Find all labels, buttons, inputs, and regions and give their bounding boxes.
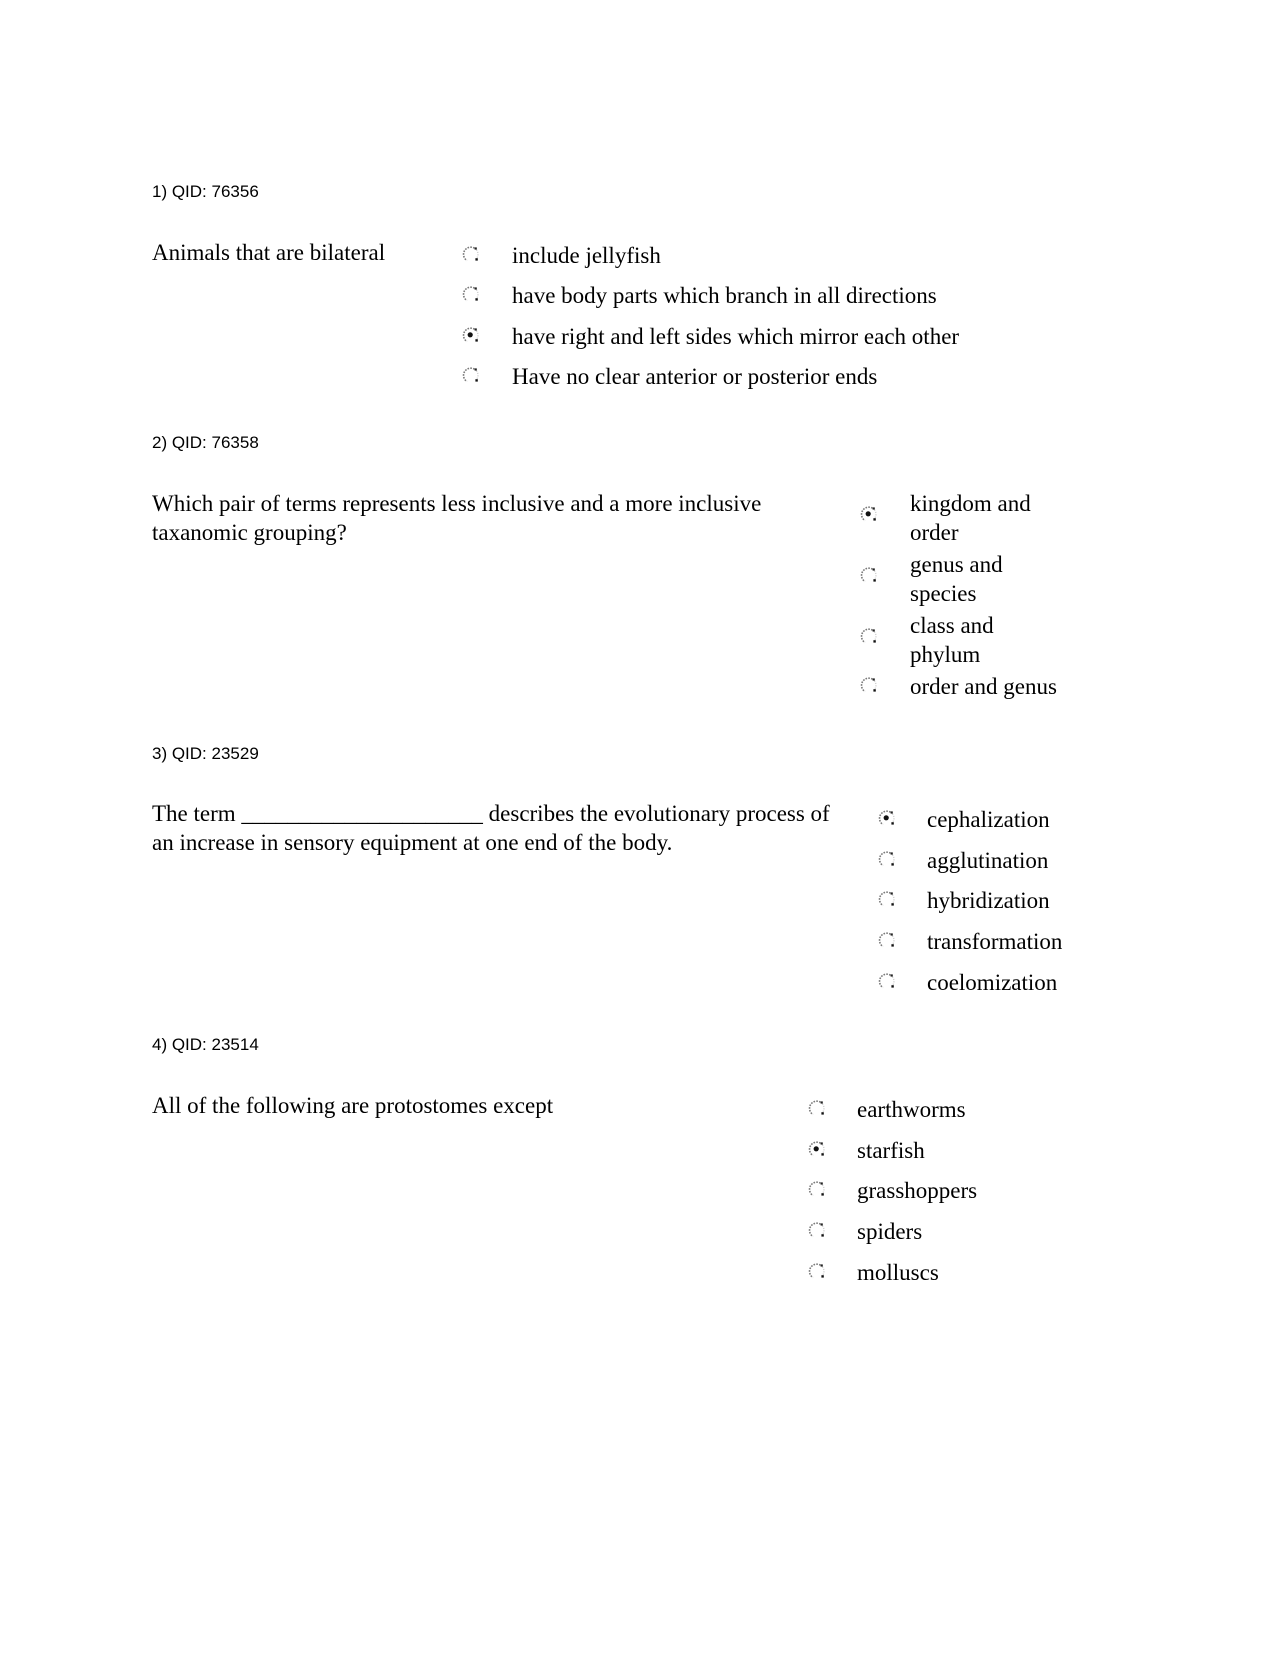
question-3-option-3[interactable] — [878, 886, 1098, 927]
radio-icon[interactable] — [462, 326, 480, 344]
radio-icon[interactable] — [462, 245, 480, 263]
question-2-options — [860, 489, 1080, 704]
radio-icon[interactable] — [878, 931, 896, 949]
option-label: kingdom and order — [910, 491, 1031, 545]
question-3-option-4[interactable] — [878, 927, 1098, 968]
question-3-stem: The term _____________________ describes the evolutionary process of an increase in sensory equipment at one end of the body. — [152, 801, 830, 855]
question-2-option-3[interactable] — [860, 611, 1080, 672]
question-4-option-3[interactable] — [808, 1176, 1028, 1217]
question-2-option-4[interactable] — [860, 672, 1080, 704]
option-label: Have no clear anterior or posterior ends — [512, 364, 878, 389]
radio-icon[interactable] — [878, 972, 896, 990]
option-label: spiders — [857, 1219, 923, 1244]
radio-icon[interactable] — [808, 1140, 826, 1158]
question-2-option-1[interactable] — [860, 489, 1080, 550]
radio-icon[interactable] — [860, 505, 878, 523]
question-4-header: 4) QID: 23514 — [152, 1035, 259, 1054]
option-label: hybridization — [927, 888, 1050, 913]
option-label: order and genus — [910, 674, 1057, 699]
question-1-option-3[interactable] — [462, 322, 1022, 362]
question-4-option-1[interactable] — [808, 1095, 1028, 1136]
option-label: starfish — [857, 1138, 925, 1163]
option-label: cephalization — [927, 807, 1050, 832]
option-label: agglutination — [927, 848, 1049, 873]
option-label: have body parts which branch in all directions — [512, 283, 937, 308]
question-3-option-2[interactable] — [878, 846, 1098, 886]
radio-icon[interactable] — [808, 1221, 826, 1239]
question-4-option-5[interactable] — [808, 1258, 1028, 1298]
question-1-option-1[interactable] — [462, 241, 1022, 281]
question-2-header: 2) QID: 76358 — [152, 433, 259, 452]
radio-icon[interactable] — [808, 1262, 826, 1280]
option-label: transformation — [927, 929, 1063, 954]
question-2-option-2[interactable] — [860, 550, 1080, 611]
radio-icon[interactable] — [878, 890, 896, 908]
question-4-option-4[interactable] — [808, 1217, 1028, 1258]
question-4-stem: All of the following are protostomes except — [152, 1093, 554, 1118]
question-1-options — [462, 241, 1022, 402]
radio-icon[interactable] — [462, 366, 480, 384]
question-3-header: 3) QID: 23529 — [152, 744, 259, 763]
radio-icon[interactable] — [808, 1099, 826, 1117]
question-4-options — [808, 1095, 1028, 1298]
radio-icon[interactable] — [860, 627, 878, 645]
radio-icon[interactable] — [860, 566, 878, 584]
question-3-option-5[interactable] — [878, 968, 1098, 1008]
option-label: genus and species — [910, 552, 1003, 606]
question-1-option-4[interactable] — [462, 362, 1022, 402]
question-1-header: 1) QID: 76356 — [152, 182, 259, 201]
question-3-options — [878, 805, 1098, 1008]
radio-icon[interactable] — [878, 809, 896, 827]
question-1-option-2[interactable] — [462, 281, 1022, 322]
radio-icon[interactable] — [878, 850, 896, 868]
option-label: include jellyfish — [512, 243, 661, 268]
question-2-stem: Which pair of terms represents less inclusive and a more inclusive taxanomic grouping? — [152, 491, 762, 545]
question-4-option-2[interactable] — [808, 1136, 1028, 1176]
option-label: molluscs — [857, 1260, 939, 1285]
option-label: coelomization — [927, 970, 1058, 995]
question-1-stem: Animals that are bilateral — [152, 240, 386, 265]
question-3-option-1[interactable] — [878, 805, 1098, 846]
option-label: have right and left sides which mirror each other — [512, 324, 960, 349]
option-label: class and phylum — [910, 613, 994, 667]
radio-icon[interactable] — [808, 1180, 826, 1198]
radio-icon[interactable] — [860, 676, 878, 694]
option-label: grasshoppers — [857, 1178, 978, 1203]
option-label: earthworms — [857, 1097, 966, 1122]
radio-icon[interactable] — [462, 285, 480, 303]
